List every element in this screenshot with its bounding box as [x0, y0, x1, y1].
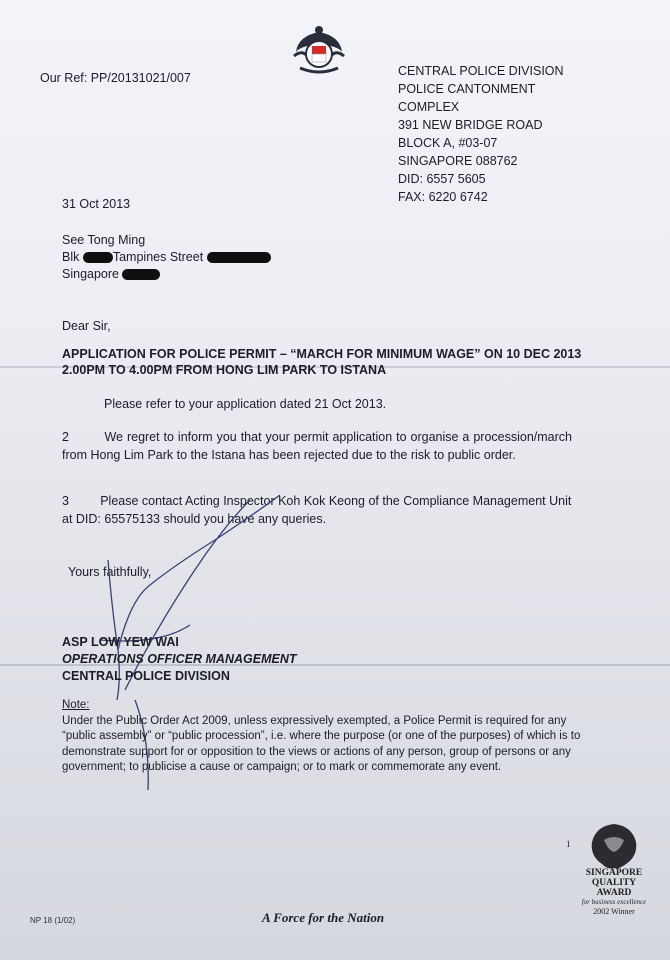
recipient-block [62, 232, 271, 283]
quality-award-badge: SINGAPORE QUALITY AWARD for business excellence 2002 Winner [581, 868, 647, 916]
redaction-mark [83, 252, 113, 263]
address-line: DID: 6557 5605 [398, 172, 486, 186]
address-line: COMPLEX [398, 100, 460, 114]
paragraph-2: 2 We regret to inform you that your permit application to organise a procession/march from Hong Lim Park to the Istana has been rejected due to the risk to public order. [62, 430, 572, 462]
sender-address [398, 62, 564, 206]
signature-block [62, 634, 297, 685]
signatory-division: CENTRAL POLICE DIVISION [62, 669, 230, 683]
address-line: POLICE CANTONMENT [398, 82, 536, 96]
recipient-street: Blk Tampines Street [62, 249, 271, 266]
subject-heading: APPLICATION FOR POLICE PERMIT – “MARCH FOR MINIMUM WAGE” ON 10 DEC 2013 2.00PM TO 4.00PM FROM HONG LIM PARK TO ISTANA [62, 347, 582, 377]
address-line: 391 NEW BRIDGE ROAD [398, 118, 543, 132]
form-code: NP 18 (1/02) [30, 916, 76, 925]
redaction-mark [122, 269, 160, 280]
paragraph-1: Please refer to your application dated 21 Oct 2013. [104, 397, 387, 411]
recipient-city: Singapore [62, 266, 271, 283]
recipient-name: See Tong Ming [62, 233, 146, 247]
note-title: Note: [62, 699, 90, 711]
note-text: Under the Public Order Act 2009, unless expressively exempted, a Police Permit is required for any “public assembly” or “public procession”, i.e. where the purpose (or one of the purposes) of which is to demonstrate support for or opposition to the views or actions of any person, group of persons or any government; to publicise a cause or campaign; or to mark or commemorate any event. [62, 714, 581, 773]
closing: Yours faithfully, [68, 565, 152, 579]
address-line: FAX: 6220 6742 [398, 190, 488, 204]
address-line: SINGAPORE 088762 [398, 154, 518, 168]
letter-date: 31 Oct 2013 [62, 197, 131, 211]
salutation: Dear Sir, [62, 319, 111, 333]
address-line: CENTRAL POLICE DIVISION [398, 64, 564, 78]
motto: A Force for the Nation [262, 910, 385, 925]
signatory-name: ASP LOW YEW WAI [62, 635, 179, 649]
address-line: BLOCK A, #03-07 [398, 136, 498, 150]
award-number: 1 [566, 839, 571, 849]
legal-note [62, 698, 582, 776]
police-crest-icon [290, 22, 348, 80]
paragraph-3: 3 Please contact Acting Inspector Koh Kok Keong of the Compliance Management Unit at DID: 65575133 should you have any queries. [62, 494, 572, 526]
our-reference: Our Ref: PP/20131021/007 [40, 71, 191, 85]
redaction-mark [207, 252, 271, 263]
signatory-title: OPERATIONS OFFICER MANAGEMENT [62, 652, 297, 666]
